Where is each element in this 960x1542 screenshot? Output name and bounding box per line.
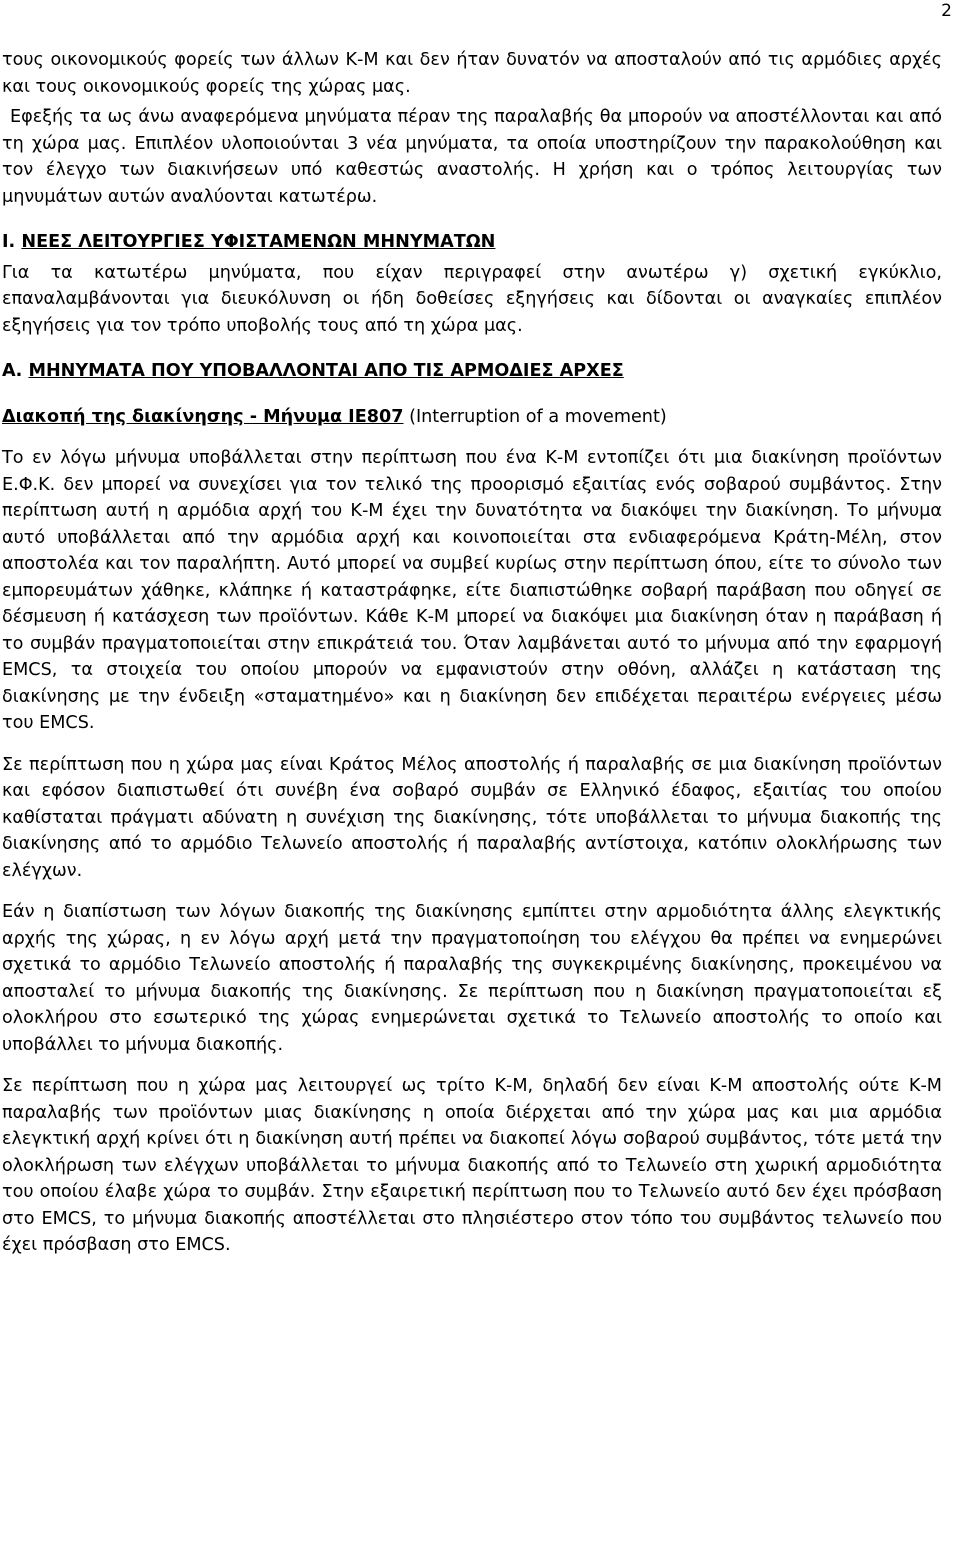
paragraph-intro-1: τους οικονομικούς φορείς των άλλων Κ-Μ και δεν ήταν δυνατόν να αποσταλούν από τις αρμόδιες αρχές και τους οικονομικούς φορείς της χώρας μας. — [2, 50, 942, 97]
section-heading-i-number: Ι. — [2, 232, 16, 252]
paragraph-intro-2-text: Εφεξής τα ως άνω αναφερόμενα μηνύματα πέραν της παραλαβής θα μπορούν να αποστέλλονται και από τη χώρα μας. Επιπλέον υλοποιούνται 3 νέα μηνύματα, τα οποία υποστηρίζουν την παρακολούθηση και τον έλεγχο των διακινήσεων υπό καθεστώς αναστολής. Η χρήση και ο τρόπος λειτουργίας των μηνυμάτων αυτών αναλύονται κατωτέρω. — [2, 107, 942, 207]
paragraph-message-4: Σε περίπτωση που η χώρα μας λειτουργεί ως τρίτο Κ-Μ, δηλαδή δεν είναι Κ-Μ αποστολής ούτε Κ-Μ παραλαβής των προϊόντων μιας διακίνησης η οποία διέρχεται από την χώρα μας και μια αρμόδια ελεγκτική αρχή κρίνει ότι η διακίνηση αυτή πρέπει να διακοπεί λόγω σοβαρού συμβάντος, τότε μετά την ολοκλήρωση των ελέγχων υποβάλλεται το μήνυμα διακοπής από το Τελωνείο στη χωρική αρμοδιότητα του οποίου έλαβε χώρα το συμβάν. Στην εξαιρετική περίπτωση που το Τελωνείο αυτό δεν έχει πρόσβαση στο EMCS, το μήνυμα διακοπής αποστέλλεται στο πλησιέστερο στον τόπο του συμβάντος τελωνείο που έχει πρόσβαση στο EMCS. — [2, 1076, 942, 1255]
page-number: 2 — [941, 1, 952, 21]
paragraph-section-intro: Για τα κατωτέρω μηνύματα, που είχαν περιγραφεί στην ανωτέρω γ) σχετική εγκύκλιο, επαναλαμβάνονται για διευκόλυνση οι ήδη δοθείσες εξηγήσεις και δίδονται οι αναγκαίες επιπλέον εξηγήσεις για τον τρόπο υποβολής τους από τη χώρα μας. — [2, 262, 942, 336]
section-heading-i-title: ΝΕΕΣ ΛΕΙΤΟΥΡΓΙΕΣ ΥΦΙΣΤΑΜΕΝΩΝ ΜΗΝΥΜΑΤΩΝ — [21, 232, 496, 252]
section-heading-a-title: ΜΗΝΥΜΑΤΑ ΠΟΥ ΥΠΟΒΑΛΛΟΝΤΑΙ ΑΠΟ ΤΙΣ ΑΡΜΟΔΙΕΣ ΑΡΧΕΣ — [28, 361, 624, 381]
subheading-ie807-title: Διακοπή της διακίνησης - Μήνυμα IE807 — [2, 406, 404, 427]
subheading-ie807-suffix: (Interruption of a movement) — [409, 406, 667, 427]
subheading-ie807 — [2, 404, 942, 431]
paragraph-intro-2 — [2, 104, 942, 210]
section-heading-a-number: Α. — [2, 361, 23, 381]
document-body — [2, 47, 942, 1259]
section-heading-i — [2, 229, 942, 256]
paragraph-message-2: Σε περίπτωση που η χώρα μας είναι Κράτος Μέλος αποστολής ή παραλαβής σε μια διακίνηση προϊόντων και εφόσον διαπιστωθεί ότι συνέβη ένα σοβαρό συμβάν σε Ελληνικό έδαφος, εξαιτίας του οποίου καθίσταται πράγματι αδύνατη η συνέχιση της διακίνησης, τότε υποβάλλεται το μήνυμα διακοπής της διακίνησης από το αρμόδιο Τελωνείο αποστολής ή παραλαβής αντίστοιχα, κατόπιν ολοκλήρωσης των ελέγχων. — [2, 754, 942, 881]
paragraph-message-1: Το εν λόγω μήνυμα υποβάλλεται στην περίπτωση που ένα Κ-Μ εντοπίζει ότι μια διακίνηση προϊόντων Ε.Φ.Κ. δεν μπορεί να συνεχίσει για τον τελικό της προορισμό εξαιτίας ενός σοβαρού συμβάντος. Στην περίπτωση αυτή η αρμόδια αρχή του Κ-Μ έχει την δυνατότητα να διακόψει την διακίνηση. Το μήνυμα αυτό υποβάλλεται από την αρμόδια αρχή και κοινοποιείται στα ενδιαφερόμενα Κράτη-Μέλη, στον αποστολέα και τον παραλήπτη. Αυτό μπορεί να συμβεί κυρίως στην περίπτωση όπου, είτε το σύνολο των εμπορευμάτων χάθηκε, κλάπηκε ή καταστράφηκε, είτε διαπιστώθηκε σοβαρή παράβαση που οδηγεί σε δέσμευση ή κατάσχεση των προϊόντων. Κάθε Κ-Μ μπορεί να διακόψει μια διακίνηση όταν η παράβαση ή το συμβάν πραγματοποιείται στην επικράτειά του. Όταν λαμβάνεται αυτό το μήνυμα από την εφαρμογή EMCS, τα στοιχεία του οποίου μπορούν να εμφανιστούν στην οθόνη, αλλάζει η κατάσταση της διακίνησης με την ένδειξη «σταματημένο» και η διακίνηση δεν επιδέχεται περαιτέρω ενέργειες μέσω του EMCS. — [2, 448, 942, 733]
section-heading-a — [2, 358, 942, 385]
paragraph-message-3: Εάν η διαπίστωση των λόγων διακοπής της διακίνησης εμπίπτει στην αρμοδιότητα άλλης ελεγκτικής αρχής της χώρας, η εν λόγω αρχή μετά την πραγματοποίηση του ελέγχου θα πρέπει να ενημερώνει σχετικά το αρμόδιο Τελωνείο αποστολής ή παραλαβής της συγκεκριμένης διακίνησης, προκειμένου να αποσταλεί το μήνυμα διακοπής της διακίνησης. Σε περίπτωση που η διακίνηση πραγματοποιείται εξ ολοκλήρου στο εσωτερικό της χώρας ενημερώνεται σχετικά το Τελωνείο αποστολής το οποίο και υποβάλλει το μήνυμα διακοπής. — [2, 902, 942, 1055]
